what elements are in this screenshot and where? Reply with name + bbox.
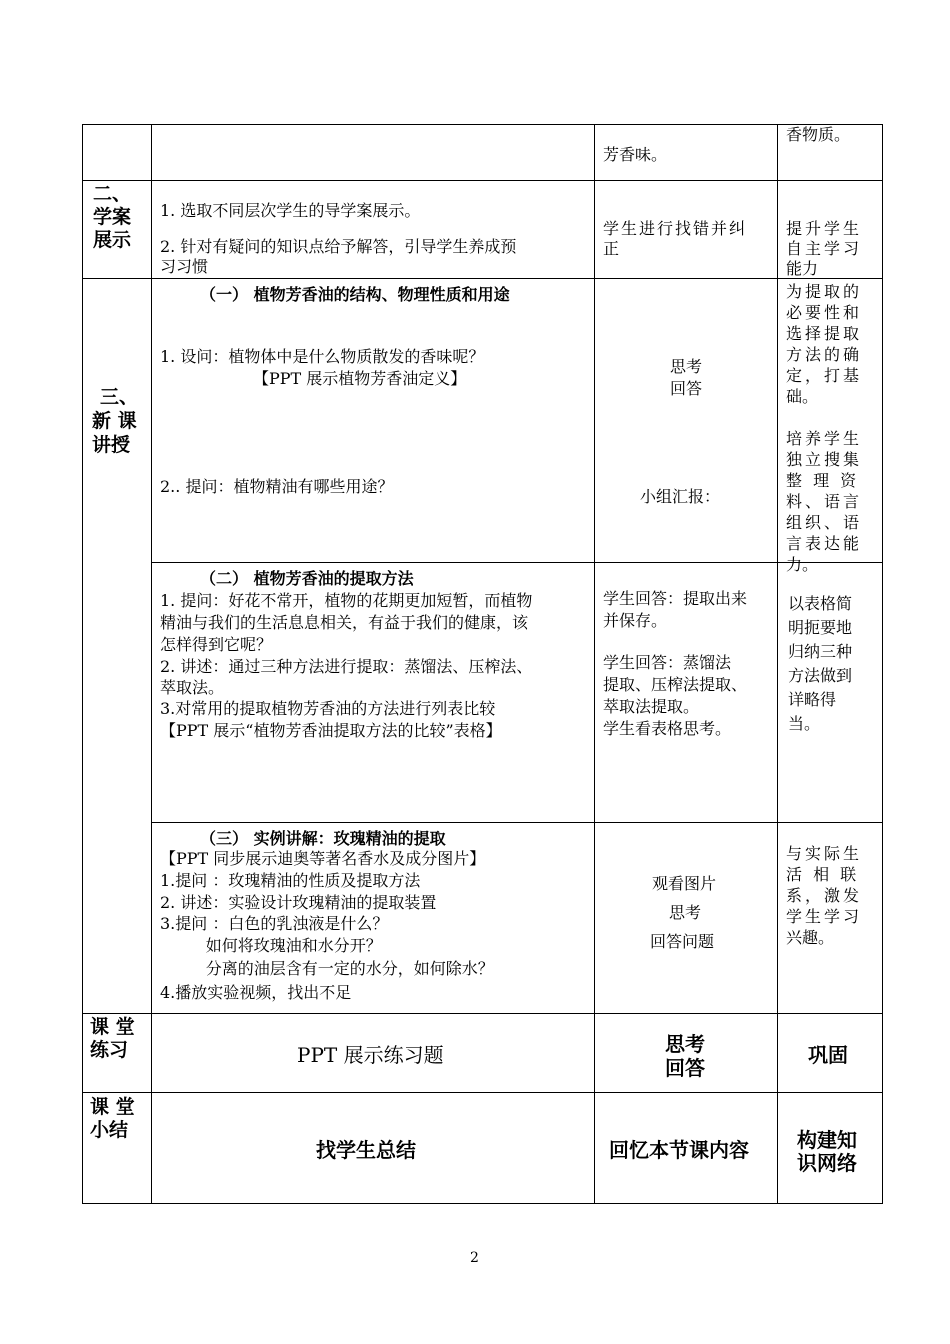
intent-line: 活 相 联 bbox=[786, 865, 860, 884]
content-line: 2. 讲述：通过三种方法进行提取：蒸馏法、压榨法、 bbox=[160, 657, 533, 676]
content-line: 2. 针对有疑问的知识点给予解答，引导学生养成预 bbox=[160, 237, 517, 256]
content-line: 2. 讲述：实验设计玫瑰精油的提取装置 bbox=[160, 893, 437, 912]
section-label: 新 课 bbox=[92, 410, 137, 432]
section-label: 课 堂 bbox=[90, 1016, 135, 1038]
intent-line: 力。 bbox=[786, 555, 819, 574]
activity-line: 学生进行找错并纠 bbox=[603, 219, 748, 238]
intent-line: 构建知 bbox=[797, 1128, 857, 1152]
activity-line: 思考 bbox=[670, 357, 703, 376]
section-label: 课 堂 bbox=[90, 1096, 135, 1118]
activity-line: 小组汇报： bbox=[640, 487, 721, 506]
content-line: 【PPT 展示“植物芳香油提取方法的比较”表格】 bbox=[160, 721, 502, 740]
content-line: 3.提问 ：白色的乳浊液是什么？ bbox=[160, 914, 389, 933]
intent-line: 言表达能 bbox=[786, 534, 863, 553]
section-label: 展示 bbox=[93, 229, 132, 251]
activity-line: 学生回答：提取出来 bbox=[603, 589, 748, 608]
content-line: 1. 设问：植物体中是什么物质散发的香味呢？ bbox=[160, 347, 485, 366]
intent-line: 料、语言 bbox=[786, 492, 863, 511]
section-label: 三、 bbox=[100, 386, 139, 408]
subsection-heading: （二） 植物芳香油的提取方法 bbox=[200, 569, 414, 588]
intent-line: 自主学习 bbox=[786, 239, 863, 258]
section-label: 学案 bbox=[93, 206, 132, 228]
row0-activity: 芳香味。 bbox=[603, 145, 668, 164]
intent-line: 与实际生 bbox=[786, 844, 863, 863]
intent-line: 归纳三种 bbox=[788, 642, 853, 661]
summary-content: 找学生总结 bbox=[316, 1138, 416, 1162]
content-line: 1. 选取不同层次学生的导学案展示。 bbox=[160, 201, 421, 220]
subsection-heading: （一） 植物芳香油的结构、物理性质和用途 bbox=[200, 285, 510, 304]
content-line: 1.提问 ：玫瑰精油的性质及提取方法 bbox=[160, 871, 421, 890]
intent-line: 巩固 bbox=[808, 1043, 848, 1067]
intent-line: 整 理 资 bbox=[786, 471, 860, 490]
intent-line: 提升学生 bbox=[786, 219, 863, 238]
intent-line: 系，激发 bbox=[786, 886, 863, 905]
content-line: 分离的油层含有一定的水分，如何除水？ bbox=[160, 959, 494, 978]
intent-line: 培养学生 bbox=[786, 429, 863, 448]
intent-line: 详略得 bbox=[788, 690, 837, 709]
intent-line: 方法做到 bbox=[788, 666, 853, 685]
activity-line: 回忆本节课内容 bbox=[609, 1138, 749, 1162]
section-label: 小结 bbox=[90, 1119, 129, 1141]
activity-line: 学生回答：蒸馏法 bbox=[603, 653, 732, 672]
activity-line: 回答 bbox=[670, 379, 703, 398]
intent-line: 独立搜集 bbox=[786, 450, 863, 469]
intent-line: 明扼要地 bbox=[788, 618, 853, 637]
section-label: 练习 bbox=[90, 1039, 129, 1061]
intent-line: 础。 bbox=[786, 387, 819, 406]
intent-line: 组织、语 bbox=[786, 513, 863, 532]
intent-line: 识网络 bbox=[797, 1151, 857, 1175]
page-number: 2 bbox=[470, 1250, 479, 1266]
content-line: 3.对常用的提取植物芳香油的方法进行列表比较 bbox=[160, 699, 496, 718]
intent-line: 定，打基 bbox=[786, 366, 863, 385]
content-line: 2.. 提问：植物精油有哪些用途？ bbox=[160, 477, 394, 496]
activity-line: 思考 bbox=[669, 903, 702, 922]
section-label: 讲授 bbox=[92, 434, 131, 456]
intent-line: 选择提取 bbox=[786, 324, 863, 343]
activity-line: 并保存。 bbox=[603, 611, 668, 630]
content-line: 如何将玫瑰油和水分开？ bbox=[160, 936, 382, 955]
intent-line: 兴趣。 bbox=[786, 928, 835, 947]
intent-line: 以表格简 bbox=[788, 594, 853, 613]
content-line: 习习惯 bbox=[160, 257, 209, 276]
content-line: 【PPT 展示植物芳香油定义】 bbox=[253, 369, 467, 388]
content-line: 4.播放实验视频，找出不足 bbox=[160, 983, 352, 1002]
activity-line: 回答 bbox=[665, 1056, 705, 1080]
intent-line: 能力 bbox=[786, 259, 819, 278]
row0-intent: 香物质。 bbox=[786, 125, 851, 144]
content-line: 【PPT 同步展示迪奥等著名香水及成分图片】 bbox=[160, 849, 486, 868]
content-line: 1. 提问：好花不常开，植物的花期更加短暂，而植物 bbox=[160, 591, 533, 610]
activity-line: 萃取法提取。 bbox=[603, 697, 700, 716]
intent-line: 当。 bbox=[788, 714, 821, 733]
activity-line: 回答问题 bbox=[650, 932, 715, 951]
intent-line: 方法的确 bbox=[786, 345, 863, 364]
activity-line: 正 bbox=[603, 239, 620, 258]
subsection-heading: （三） 实例讲解：玫瑰精油的提取 bbox=[200, 829, 446, 848]
intent-line: 必要性和 bbox=[786, 303, 863, 322]
intent-line: 为提取的 bbox=[786, 282, 863, 301]
intent-line: 学生学习 bbox=[786, 907, 863, 926]
content-line: 萃取法。 bbox=[160, 678, 225, 697]
content-line: 精油与我们的生活息息相关，有益于我们的健康，该 bbox=[160, 613, 529, 632]
activity-line: 学生看表格思考。 bbox=[603, 719, 732, 738]
section-label: 二、 bbox=[93, 183, 132, 205]
content-line: 怎样得到它呢？ bbox=[160, 635, 273, 654]
practice-content: PPT 展示练习题 bbox=[297, 1043, 444, 1067]
activity-line: 观看图片 bbox=[652, 874, 717, 893]
activity-line: 提取、压榨法提取、 bbox=[603, 675, 748, 694]
activity-line: 思考 bbox=[665, 1032, 705, 1056]
